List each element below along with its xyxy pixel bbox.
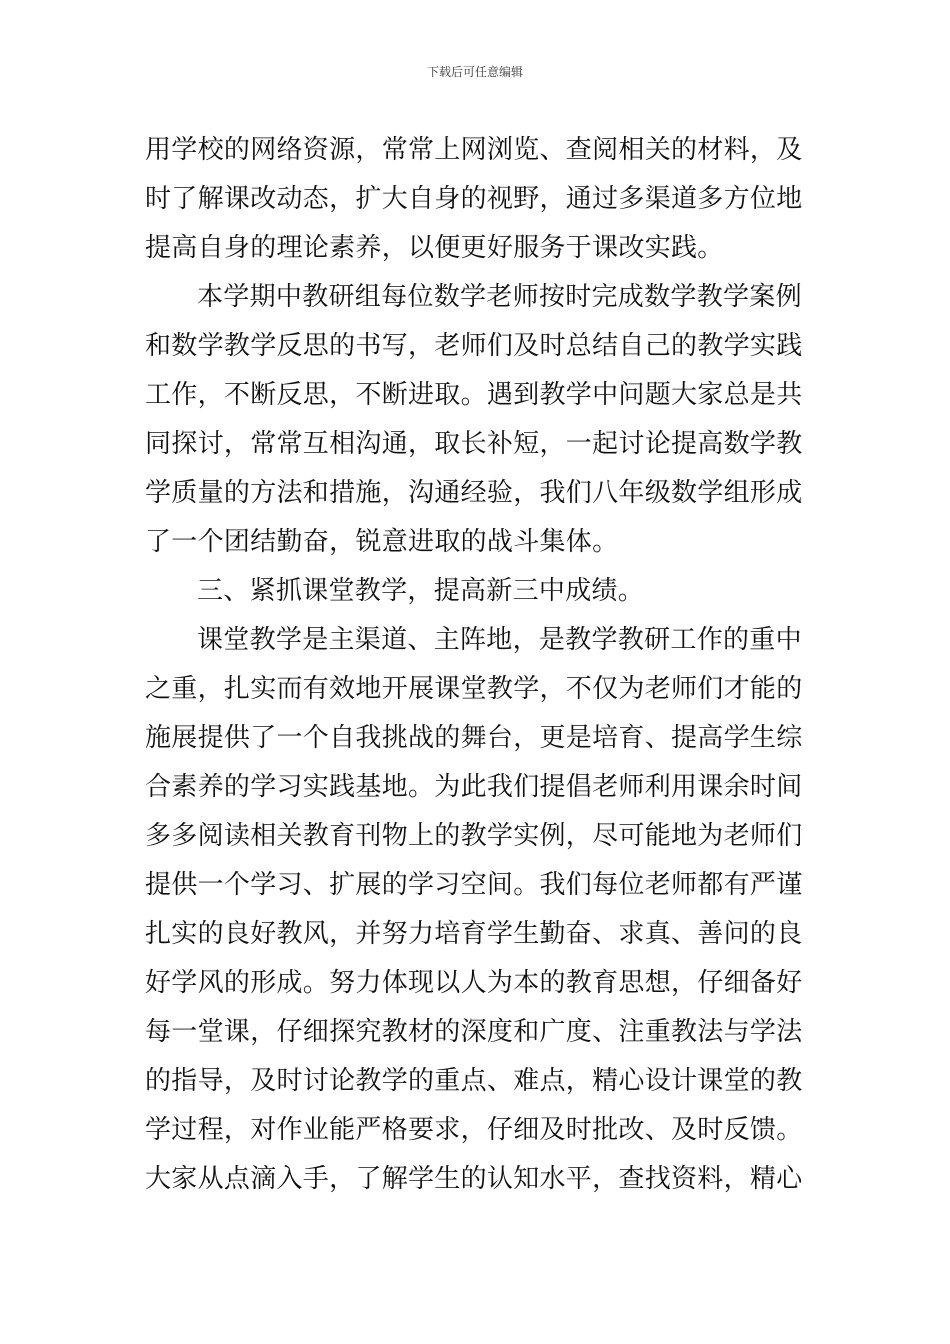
text-line: 的指导，及时讨论教学的重点、难点，精心设计课堂的教 <box>145 1066 803 1096</box>
text-line: 扎实的良好教风，并努力培育学生勤奋、求真、善问的良 <box>145 919 803 949</box>
paragraph-first-line: 本学期中教研组每位数学老师按时完成数学教学案例 <box>197 282 802 312</box>
text-line: 之重，扎实而有效地开展课堂教学，不仅为老师们才能的 <box>145 674 803 704</box>
section-heading: 三、紧抓课堂教学，提高新三中成绩。 <box>197 576 645 606</box>
text-line: 每一堂课，仔细探究教材的深度和广度、注重教法与学法 <box>145 1017 803 1047</box>
text-line: 和数学教学反思的书写，老师们及时总结自己的教学实践 <box>145 331 803 361</box>
text-line: 学过程，对作业能严格要求，仔细及时批改、及时反馈。 <box>145 1115 803 1145</box>
text-line: 提高自身的理论素养，以便更好服务于课改实践。 <box>145 233 724 263</box>
text-line: 提供一个学习、扩展的学习空间。我们每位老师都有严谨 <box>145 870 803 900</box>
text-line: 时了解课改动态，扩大自身的视野，通过多渠道多方位地 <box>145 184 803 214</box>
text-line: 了一个团结勤奋，锐意进取的战斗集体。 <box>145 527 619 557</box>
paragraph-first-line: 课堂教学是主渠道、主阵地，是教学教研工作的重中 <box>197 625 802 655</box>
text-line: 用学校的网络资源，常常上网浏览、查阅相关的材料，及 <box>145 135 803 165</box>
text-line: 多多阅读相关教育刊物上的教学实例，尽可能地为老师们 <box>145 821 803 851</box>
text-line: 工作，不断反思，不断进取。遇到教学中问题大家总是共 <box>145 380 803 410</box>
text-line: 合素养的学习实践基地。为此我们提倡老师利用课余时间 <box>145 772 803 802</box>
text-line: 好学风的形成。努力体现以人为本的教育思想，仔细备好 <box>145 968 803 998</box>
text-line: 学质量的方法和措施，沟通经验，我们八年级数学组形成 <box>145 478 803 508</box>
text-line: 同探讨，常常互相沟通，取长补短，一起讨论提高数学教 <box>145 429 803 459</box>
text-line: 施展提供了一个自我挑战的舞台，更是培育、提高学生综 <box>145 723 803 753</box>
page-header: 下载后可任意编辑 <box>426 65 523 79</box>
text-line: 大家从点滴入手，了解学生的认知水平，查找资料，精心 <box>145 1164 803 1194</box>
